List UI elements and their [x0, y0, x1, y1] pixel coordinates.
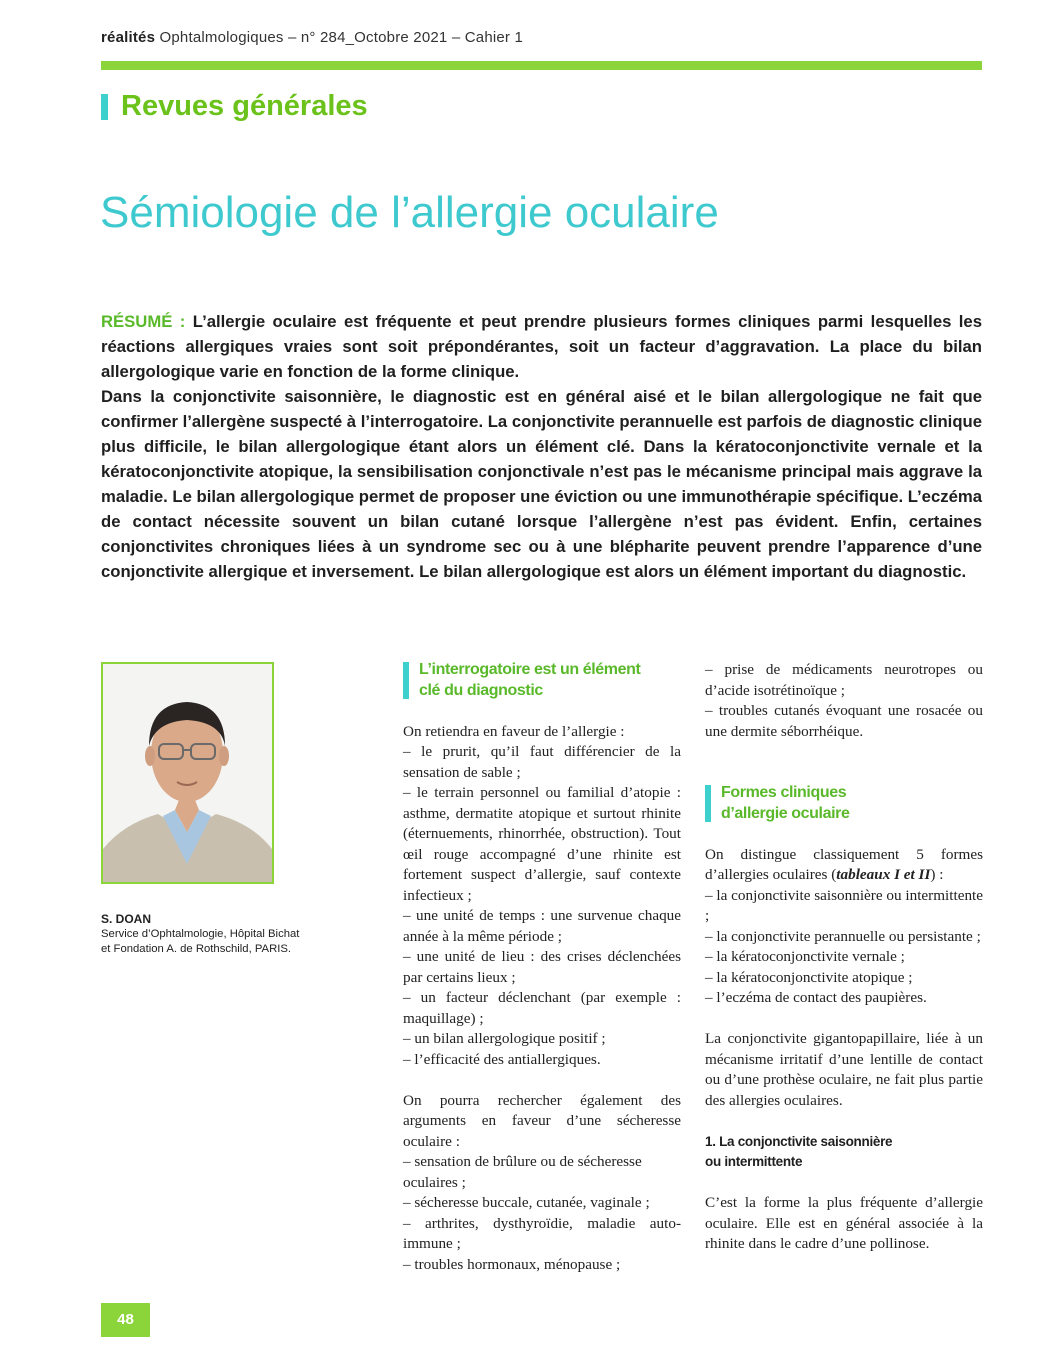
heading-line-1: Formes cliniques — [721, 784, 847, 801]
list-item: – l’eczéma de contact des paupières. — [705, 989, 927, 1006]
list-item: – une unité de lieu : des crises déclenchées par certains lieux ; — [403, 948, 681, 986]
list-item: – la conjonctivite saisonnière ou intermittente ; — [705, 886, 983, 924]
list-item: – un facteur déclenchant (par exemple : maquillage) ; — [403, 989, 681, 1027]
abstract — [101, 309, 982, 584]
col3-paragraph-gpc: La conjonctivite gigantopapillaire, liée à un mécanisme irritatif d’une lentille de contact ou d’une prothèse oculaire, ne fait plus partie des allergies oculaires. — [705, 1030, 983, 1109]
abstract-paragraph-1 — [101, 309, 982, 384]
heading-bar — [403, 662, 409, 699]
heading-line-2: d’allergie oculaire — [721, 804, 850, 822]
col2-intro-2: On pourra rechercher également des arguments en faveur d’une sécheresse oculaire : — [403, 1091, 681, 1150]
section-tag-bar — [101, 94, 108, 120]
list-item: – troubles cutanés évoquant une rosacée ou une dermite séborrhéique. — [705, 702, 983, 740]
header-rule — [101, 61, 982, 70]
section-tag — [101, 90, 368, 123]
col3-paragraph-last: C’est la forme la plus fréquente d’allergie oculaire. Elle est en général associée à la rhinite dans le cadre d’une pollinose. — [705, 1194, 983, 1252]
author-affiliation-1: Service d’Ophtalmologie, Hôpital Bichat — [101, 928, 300, 940]
list-item: – prise de médicaments neurotropes ou d’acide isotrétinoïque ; — [705, 661, 983, 699]
list-item: – le terrain personnel ou familial d’atopie : asthme, dermatite atopique et surtout rhinite (éternuements, rhinorrhée, obstruction). Tout œil rouge accompagné d’une rhinite est fortement suspect d’allergie, sauf contexte infectieux ; — [403, 784, 681, 904]
author-name: S. DOAN — [101, 912, 152, 926]
col3-intro: On distingue classiquement 5 formes d’allergies oculaires (tableaux I et II) : — [705, 845, 983, 883]
list-item: – la kératoconjonctivite atopique ; — [705, 968, 913, 986]
author-photo — [101, 662, 274, 884]
list-item: – la kératoconjonctivite vernale ; — [705, 948, 905, 965]
list-item: – sensation de brûlure ou de sécheresse oculaires ; — [403, 1153, 642, 1191]
section-label: Revues générales — [121, 90, 368, 122]
list-item: – l’efficacité des antiallergiques. — [403, 1050, 601, 1068]
abstract-text-1: L’allergie oculaire est fréquente et peut prendre plusieurs formes cliniques parmi lesquelles les réactions allergiques vraies sont soit prépondérantes, soit un facteur d’aggravation. La place du bilan allergologique varie en fonction de la forme clinique. — [101, 312, 982, 381]
heading-bar — [705, 785, 711, 822]
abstract-label: RÉSUMÉ : — [101, 312, 186, 331]
journal-header — [101, 29, 523, 46]
article-title: Sémiologie de l’allergie oculaire — [100, 188, 719, 237]
list-item: – sécheresse buccale, cutanée, vaginale ; — [403, 1194, 650, 1211]
list-item: – la conjonctivite perannuelle ou persistante ; — [705, 927, 981, 945]
column-2 — [403, 660, 681, 1275]
list-item: – troubles hormonaux, ménopause ; — [403, 1255, 621, 1273]
col2-intro: On retiendra en faveur de l’allergie : — [403, 722, 625, 740]
heading-line-2: clé du diagnostic — [419, 681, 543, 699]
journal-issue: Ophtalmologiques – n° 284_Octobre 2021 – Cahier 1 — [155, 29, 524, 46]
list-item: – une unité de temps : une survenue chaque année à la même période ; — [403, 907, 681, 945]
list-item: – le prurit, qu’il faut différencier de la sensation de sable ; — [403, 743, 681, 781]
table-reference: tableaux I et II — [836, 866, 931, 883]
subheading-saisonniere: 1. La conjonctivite saisonnière ou intermittente — [705, 1133, 893, 1169]
list-item: – arthrites, dysthyroïdie, maladie auto-immune ; — [403, 1214, 681, 1252]
author-block — [101, 912, 331, 957]
heading-line-1: L’interrogatoire est un élément — [419, 661, 641, 678]
author-portrait-image — [103, 664, 272, 882]
column-3 — [705, 660, 983, 1255]
abstract-paragraph-2: Dans la conjonctivite saisonnière, le diagnostic est en général aisé et le bilan allergologique ne fait que confirmer l’allergène suspecté à l’interrogatoire. La conjonctivite perannuelle est parfois de diagnostic clinique plus difficile, le bilan allergologique étant alors un élément clé. Dans la kératoconjonctivite vernale et la kératoconjonctivite atopique, la sensibilisation conjonctivale n’est pas le mécanisme principal mais aggrave la maladie. Le bilan allergologique permet de proposer une éviction ou une immunothérapie spécifique. L’eczéma de contact nécessite souvent un bilan cutané lorsque l’allergène n’est pas évident. Enfin, certaines conjonctivites chroniques liées à un syndrome sec ou à une blépharite peuvent prendre l’apparence d’une conjonctivite allergique et inversement. Le bilan allergologique est alors un élément important du diagnostic. — [101, 387, 982, 581]
heading-formes-cliniques — [705, 783, 983, 824]
page-number: 48 — [101, 1303, 150, 1337]
journal-name: réalités — [101, 29, 156, 46]
author-affiliation-2: et Fondation A. de Rothschild, PARIS. — [101, 943, 292, 955]
heading-interrogatoire — [403, 660, 681, 701]
list-item: – un bilan allergologique positif ; — [403, 1030, 606, 1047]
